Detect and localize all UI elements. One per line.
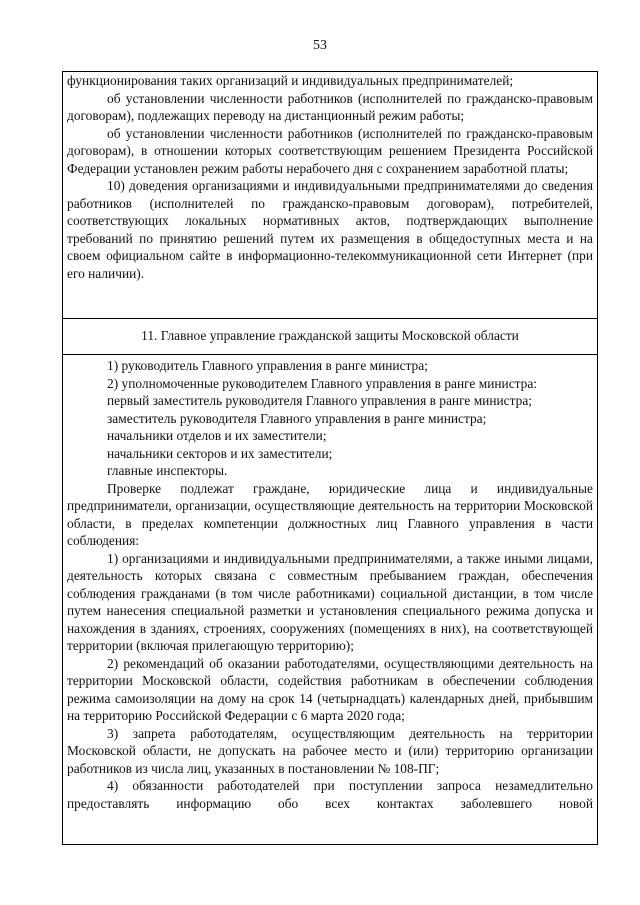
paragraph: 10) доведения организациями и индивидуальными предпринимателями до сведения работников (исполнителей по гражданско-правовым договорам), потребителей, соответствующих локальных нормативных актов, подтверждающих выполнение требований по принятию решений путем их размещения в общедоступных места и на своем официальном сайте в информационно-телекоммуникационной сети Интернет (при его наличии). [67, 178, 593, 281]
document-table [62, 71, 598, 845]
paragraph: 4) обязанности работодателей при поступлении запроса незамедлительно предоставлять информацию обо всех контактах заболевшего новой [67, 778, 593, 811]
section-heading: 11. Главное управление гражданской защиты Московской области [141, 328, 519, 343]
list-item: 2) уполномоченные руководителем Главного управления в ранге министра: [107, 375, 538, 391]
paragraph: об установлении численности работников (исполнителей по гражданско-правовым договорам), в отношении которых соответствующим решением Президента Российской Федерации установлен режим работы нерабочего дня с сохранением заработной платы; [67, 125, 593, 176]
paragraph: 3) запрета работодателям, осуществляющим деятельность на территории Московской области, не допускать на рабочее место и (или) территорию организации работников из числа лиц, указанных в постановлении № 108-ПГ; [67, 725, 593, 776]
paragraph: 2) рекомендаций об оказании работодателями, осуществляющими деятельность на территории Московской области, содействия работникам в обеспечении соблюдения режима самоизоляции на дому на срок 14 (четырнадцать) календарных дней, прибывшим на территорию Российской Федерации с 6 марта 2020 года; [67, 655, 593, 723]
list-item: начальники отделов и их заместители; [107, 428, 327, 443]
list-item: начальники секторов и их заместители; [107, 445, 333, 461]
list-item: заместитель руководителя Главного управления в ранге министра; [107, 410, 487, 426]
paragraph: 1) организациями и индивидуальными предпринимателями, а также иными лицами, деятельность которых связана с совместным пребыванием граждан, обеспечения соблюдения гражданами (в том числе работниками) социальной дистанции, в том числе путем нанесения специальной разметки и установления специального режима допуска и нахождения в зданиях, строениях, сооружениях (помещениях в них), на соответствующей территории (включая прилегающую территорию); [67, 550, 593, 653]
paragraph: Проверке подлежат граждане, юридические лица и индивидуальные предприниматели, организации, осуществляющие деятельность на территории Московской области, в пределах компетенции должностных лиц Главного управления в части соблюдения: [67, 480, 593, 548]
table-cell-section-11 [63, 354, 597, 844]
list-item: первый заместитель руководителя Главного управления в ранге министра; [107, 393, 532, 408]
list-item: главные инспекторы. [107, 463, 228, 478]
paragraph: об установлении численности работников (исполнителей по гражданско-правовым договорам), подлежащих переводу на дистанционный режим работы; [67, 90, 593, 123]
list-item: 1) руководитель Главного управления в ранге министра; [107, 358, 428, 373]
page-number: 53 [313, 38, 327, 53]
paragraph: функционирования таких организаций и индивидуальных предпринимателей; [67, 73, 514, 88]
section-heading-cell [63, 318, 597, 354]
table-cell-continuation [63, 72, 597, 318]
